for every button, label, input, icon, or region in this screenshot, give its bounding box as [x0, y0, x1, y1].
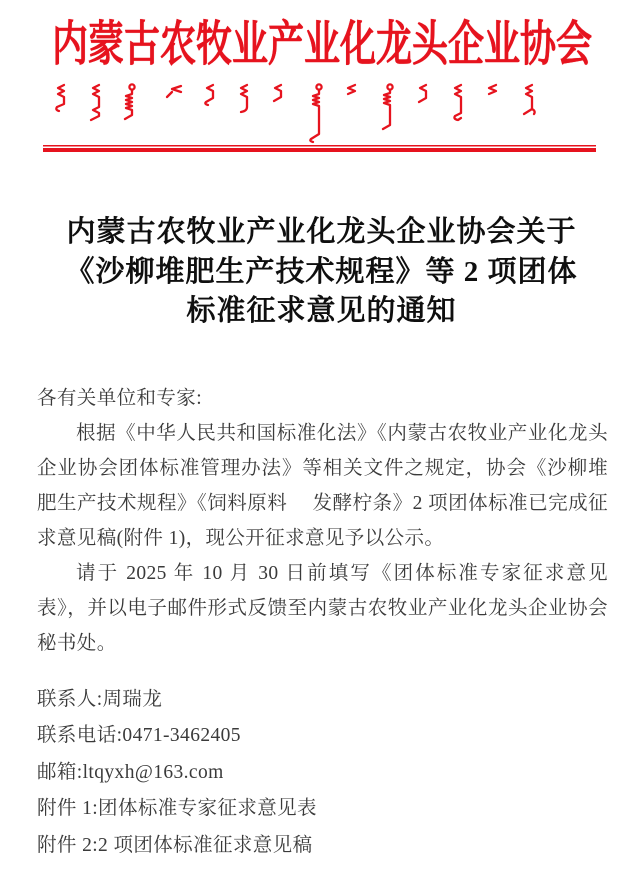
paragraph-basis: 根据《中华人民共和国标准化法》《内蒙古农牧业产业化龙头企业协会团体标准管理办法》等相关文件之规定，协会《沙柳堆肥生产技术规程》《饲料原料 发酵柠条》2 项团体标准已完成征求意见稿(附件 1)，现公开征求意见予以公示。: [37, 423, 608, 549]
org-name-cn: 内蒙古农牧业产业化龙头企业协会: [51, 18, 592, 71]
notice-title-line: 内蒙古农牧业产业化龙头企业协会关于: [66, 216, 577, 248]
paragraph-deadline: 请于 2025 年 10 月 30 日前填写《团体标准专家征求意见表》，并以电子邮件形式反馈至内蒙古农牧业产业化龙头企业协会秘书处。: [37, 563, 608, 654]
notice-title-line: 《沙柳堆肥生产技术规程》等 2 项团体: [65, 255, 578, 288]
mongolian-script-icon: [40, 82, 600, 150]
attachment-2: 附件 2:2 项团体标准征求意见稿: [37, 834, 313, 856]
contact-block: [37, 682, 608, 864]
attachment-1: 附件 1:团体标准专家征求意见表: [37, 798, 317, 820]
notice-title: [0, 213, 643, 332]
contact-email: 邮箱:ltqyxh@163.com: [37, 761, 224, 783]
letterhead-divider: [43, 145, 596, 152]
contact-phone: 联系电话:0471-3462405: [37, 725, 241, 747]
contact-person: 联系人:周瑞龙: [37, 689, 163, 710]
notice-text: [37, 381, 608, 661]
notice-title-line: 标准征求意见的通知: [186, 295, 457, 327]
org-name-row: [0, 13, 643, 77]
salutation: 各有关单位和专家:: [37, 388, 203, 409]
